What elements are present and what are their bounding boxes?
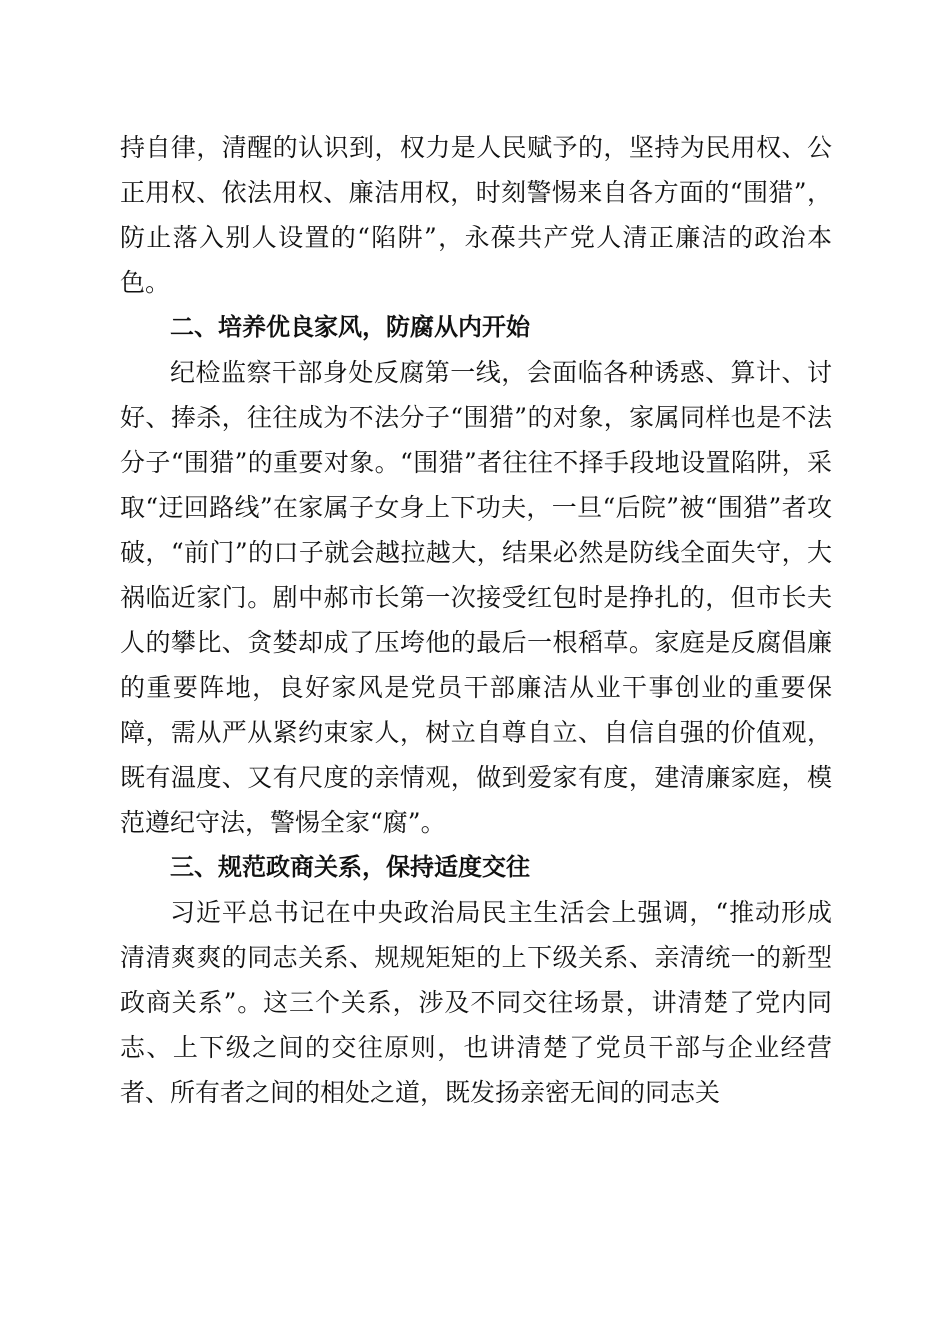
paragraph-government-business: 习近平总书记在中央政治局民主生活会上强调，“推动形成清清爽爽的同志关系、规规矩矩的上下级关系、亲清统一的新型政商关系”。这三个关系，涉及不同交往场景，讲清楚了党内同志、上下级之间的交往原则，也讲清楚了党员干部与企业经营者、所有者之间的相处之道，既发扬亲密无间的同志关	[120, 898, 832, 1107]
section-heading-2: 二、培养优良家风，防腐从内开始	[170, 313, 530, 341]
paragraph-continuation: 持自律，清醒的认识到，权力是人民赋予的，坚持为民用权、公正用权、依法用权、廉洁用权，时刻警惕来自各方面的“围猎”，防止落入别人设置的“陷阱”，永葆共产党人清正廉洁的政治本色。	[120, 133, 832, 297]
section-heading-3: 三、规范政商关系，保持适度交往	[170, 853, 530, 881]
document-body	[120, 125, 832, 1115]
paragraph-family-style: 纪检监察干部身处反腐第一线，会面临各种诱惑、算计、讨好、捧杀，往往成为不法分子“围猎”的对象，家属同样也是不法分子“围猎”的重要对象。“围猎”者往往不择手段地设置陷阱，采取“迂回路线”在家属子女身上下功夫，一旦“后院”被“围猎”者攻破，“前门”的口子就会越拉越大，结果必然是防线全面失守，大祸临近家门。剧中郝市长第一次接受红包时是挣扎的，但市长夫人的攀比、贪婪却成了压垮他的最后一根稻草。家庭是反腐倡廉的重要阵地，良好家风是党员干部廉洁从业干事创业的重要保障，需从严从紧约束家人，树立自尊自立、自信自强的价值观，既有温度、又有尺度的亲情观，做到爱家有度，建清廉家庭，模范遵纪守法，警惕全家“腐”。	[120, 358, 832, 837]
